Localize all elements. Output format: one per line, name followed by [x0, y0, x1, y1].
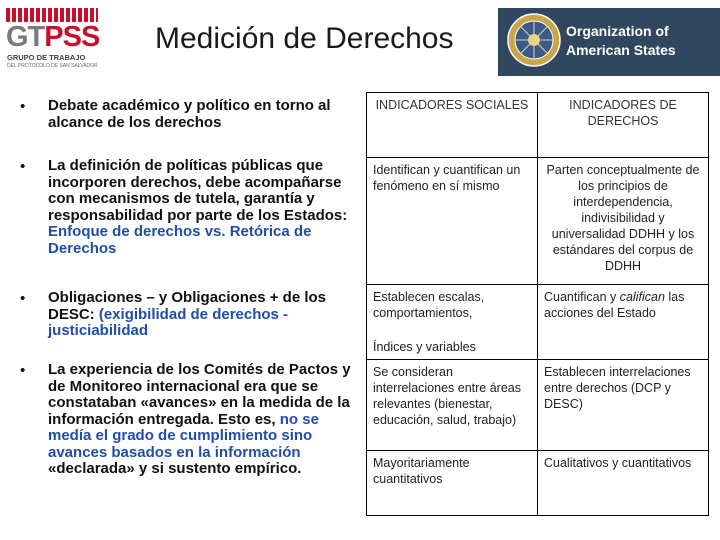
gtpss-wordmark: GTPSS: [6, 21, 100, 53]
bullet-text: [48, 98, 364, 131]
bullet-text: [48, 158, 364, 257]
header: [0, 0, 720, 80]
cell-text-extra: Índices y variables: [373, 340, 476, 354]
col-header-social: INDICADORES SOCIALES: [367, 93, 538, 158]
table-row: [367, 285, 709, 360]
gtpss-subtitle-small: DEL PROTOCOLO DE SAN SALVADOR: [7, 63, 98, 69]
comparison-table: [366, 92, 709, 516]
table-cell: Cualitativos y cuantitativos: [538, 451, 709, 516]
bullet-text: [48, 362, 364, 478]
oas-name-line2: American States: [566, 42, 676, 58]
table-cell: Identifican y cuantifican un fenómeno en sí mismo: [367, 158, 538, 285]
page-title: Medición de Derechos: [155, 22, 454, 55]
bullet-highlight: Enfoque de derechos vs. Retórica de Derechos: [48, 223, 312, 257]
table-cell: Parten conceptualmente de los principios de interdependencia, indivisibilidad y universalidad DDHH y los estándares del corpus de DDHH: [538, 158, 709, 285]
gtpss-logo: [6, 8, 98, 70]
table-header-row: [367, 93, 709, 158]
cell-text: Establecen escalas, comportamientos,: [373, 290, 485, 320]
table-cell: Mayoritariamente cuantitativos: [367, 451, 538, 516]
bullet-text-part: La experiencia de los Comités de Pactos y de Monitoreo internacional era que se constataban «avances» en la medida de la información entregada. Esto es,: [48, 361, 351, 428]
bullet-text-part: Debate académico y político en torno al alcance de los derechos: [48, 97, 331, 131]
bullet-highlight: no se medía el grado de cumplimiento sino avances basados en la información: [48, 410, 319, 461]
bullet-text: [48, 290, 364, 340]
table-cell: Establecen interrelaciones entre derechos (DCP y DESC): [538, 360, 709, 451]
oas-logo: [498, 8, 720, 76]
table-cell: [538, 285, 709, 360]
cell-emphasis: califican: [619, 290, 665, 304]
table-row: [367, 451, 709, 516]
gtpss-subtitle: GRUPO DE TRABAJO: [7, 53, 86, 62]
table-row: [367, 360, 709, 451]
bullet-marker: •: [20, 362, 26, 379]
bullet-text-part: La definición de políticas públicas que incorporen derechos, debe acompañarse con mecanismos de tutela, garantía y responsabilidad por parte de los Estados:: [48, 157, 348, 224]
logo-stripes: [6, 8, 98, 22]
bullet-marker: •: [20, 290, 26, 307]
oas-seal-icon: [506, 12, 562, 68]
table-cell: [367, 285, 538, 360]
cell-text: las acciones del Estado: [544, 290, 685, 320]
table-row: [367, 158, 709, 285]
bullet-marker: •: [20, 158, 26, 175]
bullet-text-part: Obligaciones – y Obligaciones + de los DESC:: [48, 289, 327, 323]
bullet-highlight: (exigibilidad de derechos - justiciabilidad: [48, 305, 289, 339]
cell-text: Cuantifican y: [544, 290, 620, 304]
bullet-text-part: «declarada» y si sustento empírico.: [48, 460, 302, 477]
bullet-marker: •: [20, 98, 26, 115]
table-cell: Se consideran interrelaciones entre áreas relevantes (bienestar, educación, salud, trabajo): [367, 360, 538, 451]
oas-name: [566, 22, 676, 60]
col-header-rights: INDICADORES DE DERECHOS: [538, 93, 709, 158]
oas-name-line1: Organization of: [566, 23, 669, 39]
